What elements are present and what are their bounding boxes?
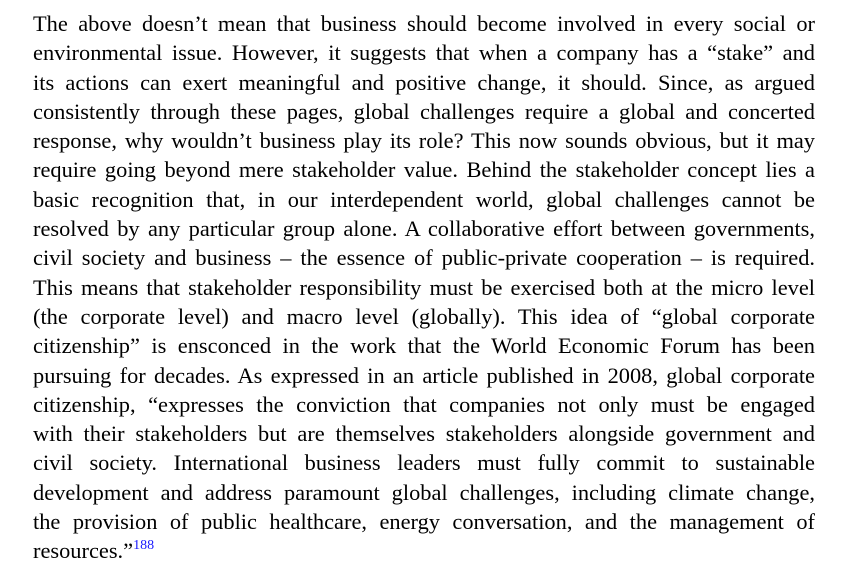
paragraph-line: citizenship” is ensconced in the work that the World Economic Forum has been bbox=[33, 333, 815, 359]
paragraph-line: its actions can exert meaningful and positive change, it should. Since, as argued bbox=[33, 69, 815, 95]
paragraph-line: response, why wouldn’t business play its role? This now sounds obvious, but it may bbox=[33, 128, 815, 154]
paragraph-line: the provision of public healthcare, energy conversation, and the management of bbox=[33, 509, 815, 535]
paragraph-line: citizenship, “expresses the conviction that companies not only must be engaged bbox=[33, 391, 815, 417]
paragraph-line: require going beyond mere stakeholder value. Behind the stakeholder concept lies a bbox=[33, 157, 815, 183]
paragraph-line: resolved by any particular group alone. A collaborative effort between governments, bbox=[33, 216, 815, 242]
paragraph-line: pursuing for decades. As expressed in an article published in 2008, global corporate bbox=[33, 362, 815, 388]
last-line-text: resources.” bbox=[33, 538, 134, 564]
paragraph-last-line bbox=[33, 536, 815, 565]
footnote-link[interactable]: 188 bbox=[133, 538, 155, 554]
paragraph-line: consistently through these pages, global challenges require a global and concerted bbox=[33, 98, 815, 124]
paragraph-line: civil society and business – the essence of public-private cooperation – is required. bbox=[33, 245, 815, 271]
paragraph-line: with their stakeholders but are themselves stakeholders alongside government and bbox=[33, 421, 815, 447]
paragraph-line: The above doesn’t mean that business should become involved in every social or bbox=[33, 11, 815, 36]
paragraph-line: This means that stakeholder responsibility must be exercised both at the micro level bbox=[33, 274, 815, 300]
paragraph-line: development and address paramount global challenges, including climate change, bbox=[33, 479, 815, 505]
paragraph-line: civil society. International business leaders must fully commit to sustainable bbox=[33, 450, 815, 476]
paragraph-line: basic recognition that, in our interdependent world, global challenges cannot be bbox=[33, 186, 815, 212]
paragraph-line: (the corporate level) and macro level (globally). This idea of “global corporate bbox=[33, 303, 815, 329]
body-paragraph bbox=[33, 9, 815, 566]
document-page bbox=[33, 9, 815, 566]
paragraph-line: environmental issue. However, it suggests that when a company has a “stake” and bbox=[33, 40, 815, 66]
